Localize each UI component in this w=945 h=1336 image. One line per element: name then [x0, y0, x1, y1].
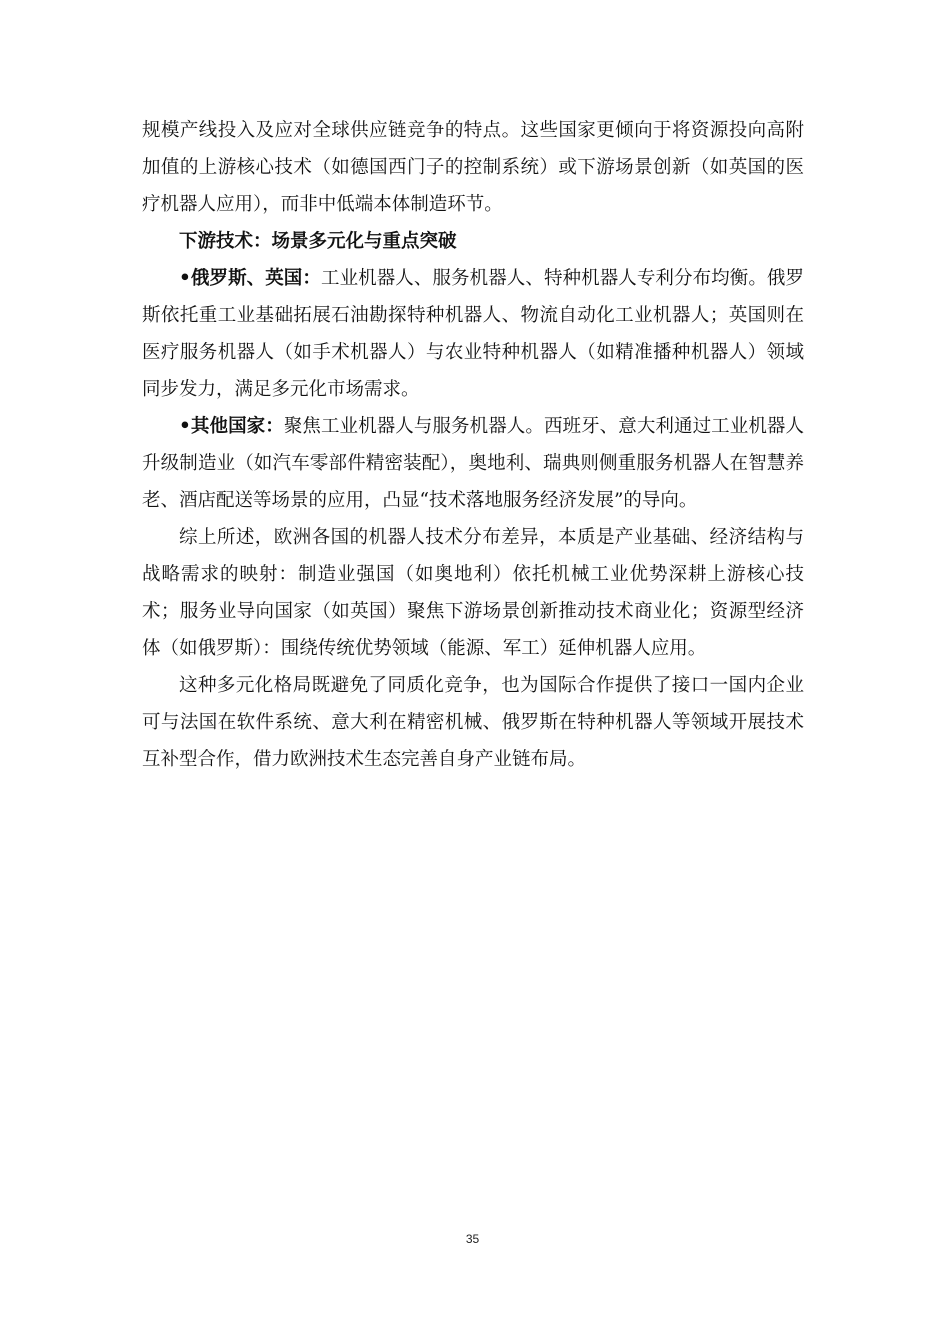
bullet-lead-russia-uk: •俄罗斯、英国：: [179, 268, 321, 289]
paragraph-body-other-countries: 聚焦工业机器人与服务机器人。西班牙、意大利通过工业机器人升级制造业（如汽车零部件精密装配），奥地利、瑞典则侧重服务机器人在智慧养老、酒店配送等场景的应用，凸显“技术落地服务经济发展”的导向。: [142, 416, 804, 511]
paragraph-body-russia-uk: 工业机器人、服务机器人、特种机器人专利分布均衡。俄罗斯依托重工业基础拓展石油勘探特种机器人、物流自动化工业机器人；英国则在医疗服务机器人（如手术机器人）与农业特种机器人（如精准播种机器人）领域同步发力，满足多元化市场需求。: [142, 268, 804, 400]
paragraph-continuation: 规模产线投入及应对全球供应链竞争的特点。这些国家更倾向于将资源投向高附加值的上游核心技术（如德国西门子的控制系统）或下游场景创新（如英国的医疗机器人应用），而非中低端本体制造环节。: [142, 120, 804, 215]
bullet-lead-other-countries: •其他国家：: [179, 416, 284, 437]
document-body: [142, 112, 804, 778]
page-number: 35: [465, 1232, 480, 1246]
paragraph-other-countries: [142, 408, 804, 519]
section-heading: 下游技术：场景多元化与重点突破: [179, 231, 457, 252]
paragraph-summary: 综上所述，欧洲各国的机器人技术分布差异，本质是产业基础、经济结构与战略需求的映射：制造业强国（如奥地利）依托机械工业优势深耕上游核心技术；服务业导向国家（如英国）聚焦下游场景创新推动技术商业化；资源型经济体（如俄罗斯）：围绕传统优势领域（能源、军工）延伸机器人应用。: [142, 527, 804, 659]
paragraph-conclusion: 这种多元化格局既避免了同质化竞争，也为国际合作提供了接口一国内企业可与法国在软件系统、意大利在精密机械、俄罗斯在特种机器人等领域开展技术互补型合作，借力欧洲技术生态完善自身产业链布局。: [142, 675, 804, 770]
paragraph-russia-uk: [142, 260, 804, 408]
